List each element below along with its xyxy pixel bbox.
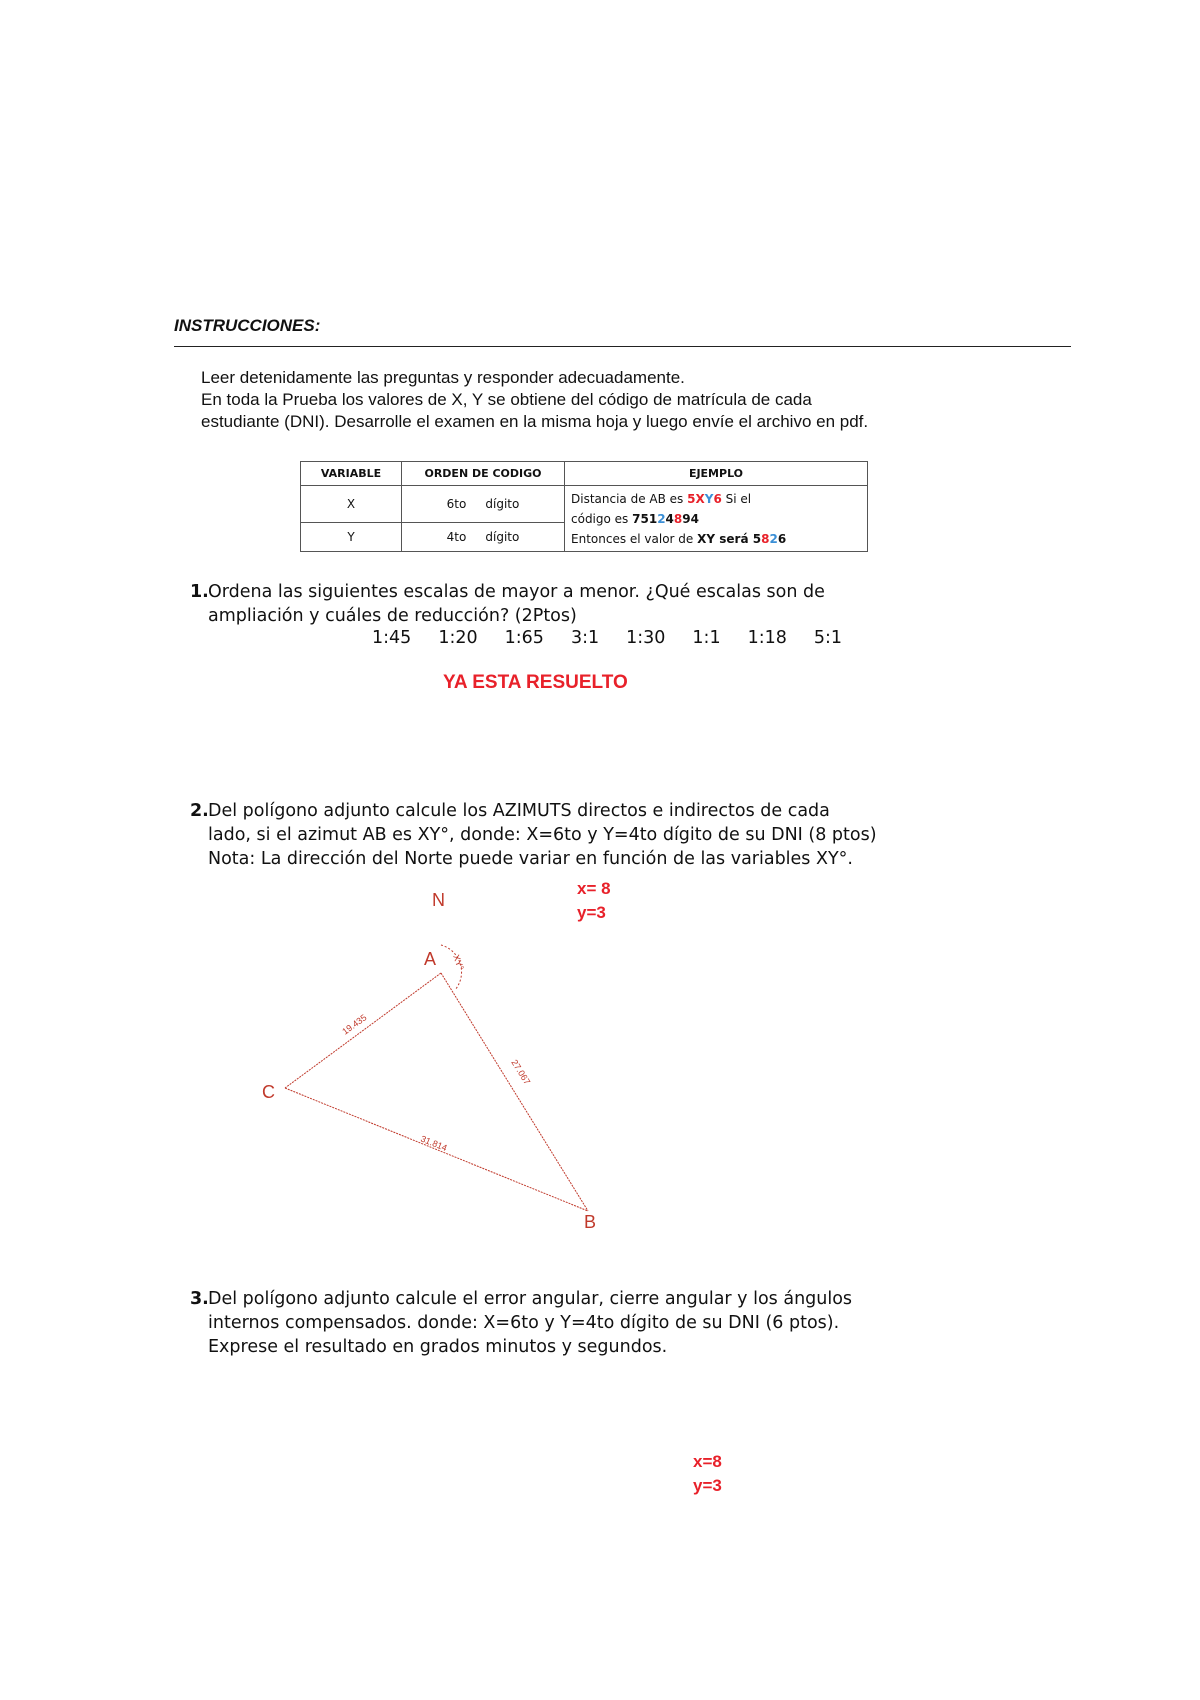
q2-x-value: x= 8	[577, 879, 611, 898]
q3-x-value: x=8	[693, 1452, 722, 1471]
example-line-1: Distancia de AB es 5XY6 Si el	[571, 491, 752, 506]
row-x-orden: 6to dígito	[402, 486, 565, 523]
vertex-c-label: C	[262, 1082, 275, 1102]
vertex-a-label: A	[424, 949, 437, 969]
north-label: N	[432, 890, 445, 910]
header-variable: VARIABLE	[301, 462, 402, 486]
question-3-line-2: internos compensados. donde: X=6to y Y=4to dígito de su DNI (6 ptos).	[208, 1313, 840, 1333]
question-1-number: 1.	[190, 582, 209, 602]
azimuth-angle-label: XY°	[451, 953, 466, 972]
side-ab-length: 27.067	[509, 1057, 533, 1087]
scale-item: 1:65	[504, 628, 544, 648]
solved-note: YA ESTA RESUELTO	[443, 672, 628, 693]
row-y-variable: Y	[301, 523, 402, 552]
question-3-line-1: Del polígono adjunto calcule el error angular, cierre angular y los ángulos	[208, 1289, 853, 1309]
question-3-number: 3.	[190, 1289, 209, 1309]
scale-item: 1:18	[747, 628, 787, 648]
instructions-line-1: Leer detenidamente las preguntas y responder adecuadamente.	[201, 368, 685, 387]
side-ab-line	[441, 973, 588, 1211]
header-orden: ORDEN DE CODIGO	[402, 462, 565, 486]
header-ejemplo: EJEMPLO	[565, 462, 868, 486]
scale-item: 1:20	[438, 628, 478, 648]
q2-y-value: y=3	[577, 903, 606, 922]
instructions-line-2: En toda la Prueba los valores de X, Y se obtiene del código de matrícula de cada	[201, 390, 812, 409]
example-line-3: Entonces el valor de XY será 5826	[571, 531, 787, 546]
question-2-line-3: Nota: La dirección del Norte puede variar en función de las variables XY°.	[208, 849, 853, 869]
scale-item: 3:1	[570, 628, 600, 648]
scale-item: 5:1	[813, 628, 843, 648]
question-2-line-1: Del polígono adjunto calcule los AZIMUTS directos e indirectos de cada	[208, 801, 830, 821]
side-cb-length: 31.814	[419, 1133, 449, 1154]
question-2-number: 2.	[190, 801, 209, 821]
vertex-b-label: B	[584, 1212, 597, 1232]
question-1-line-1: Ordena las siguientes escalas de mayor a menor. ¿Qué escalas son de	[208, 582, 825, 602]
question-3-line-3: Exprese el resultado en grados minutos y segundos.	[208, 1337, 668, 1357]
scale-item: 1:1	[692, 628, 721, 648]
instructions-line-3: estudiante (DNI). Desarrolle el examen en la misma hoja y luego envíe el archivo en pdf.	[201, 412, 869, 431]
example-line-2: código es 75124894	[571, 511, 699, 526]
side-ca-line	[285, 973, 441, 1088]
instructions-heading: INSTRUCCIONES:	[174, 316, 321, 335]
scale-item: 1:30	[626, 628, 666, 648]
row-x-variable: X	[301, 486, 402, 523]
question-1-line-2: ampliación y cuáles de reducción? (2Ptos)	[208, 606, 577, 626]
question-2-line-2: lado, si el azimut AB es XY°, donde: X=6to y Y=4to dígito de su DNI (8 ptos)	[208, 825, 877, 845]
side-ca-length: 19.435	[340, 1012, 369, 1037]
scale-item: 1:45	[372, 628, 412, 648]
question-3	[190, 1287, 964, 1359]
row-y-orden: 4to dígito	[402, 523, 565, 552]
q3-y-value: y=3	[693, 1476, 722, 1495]
